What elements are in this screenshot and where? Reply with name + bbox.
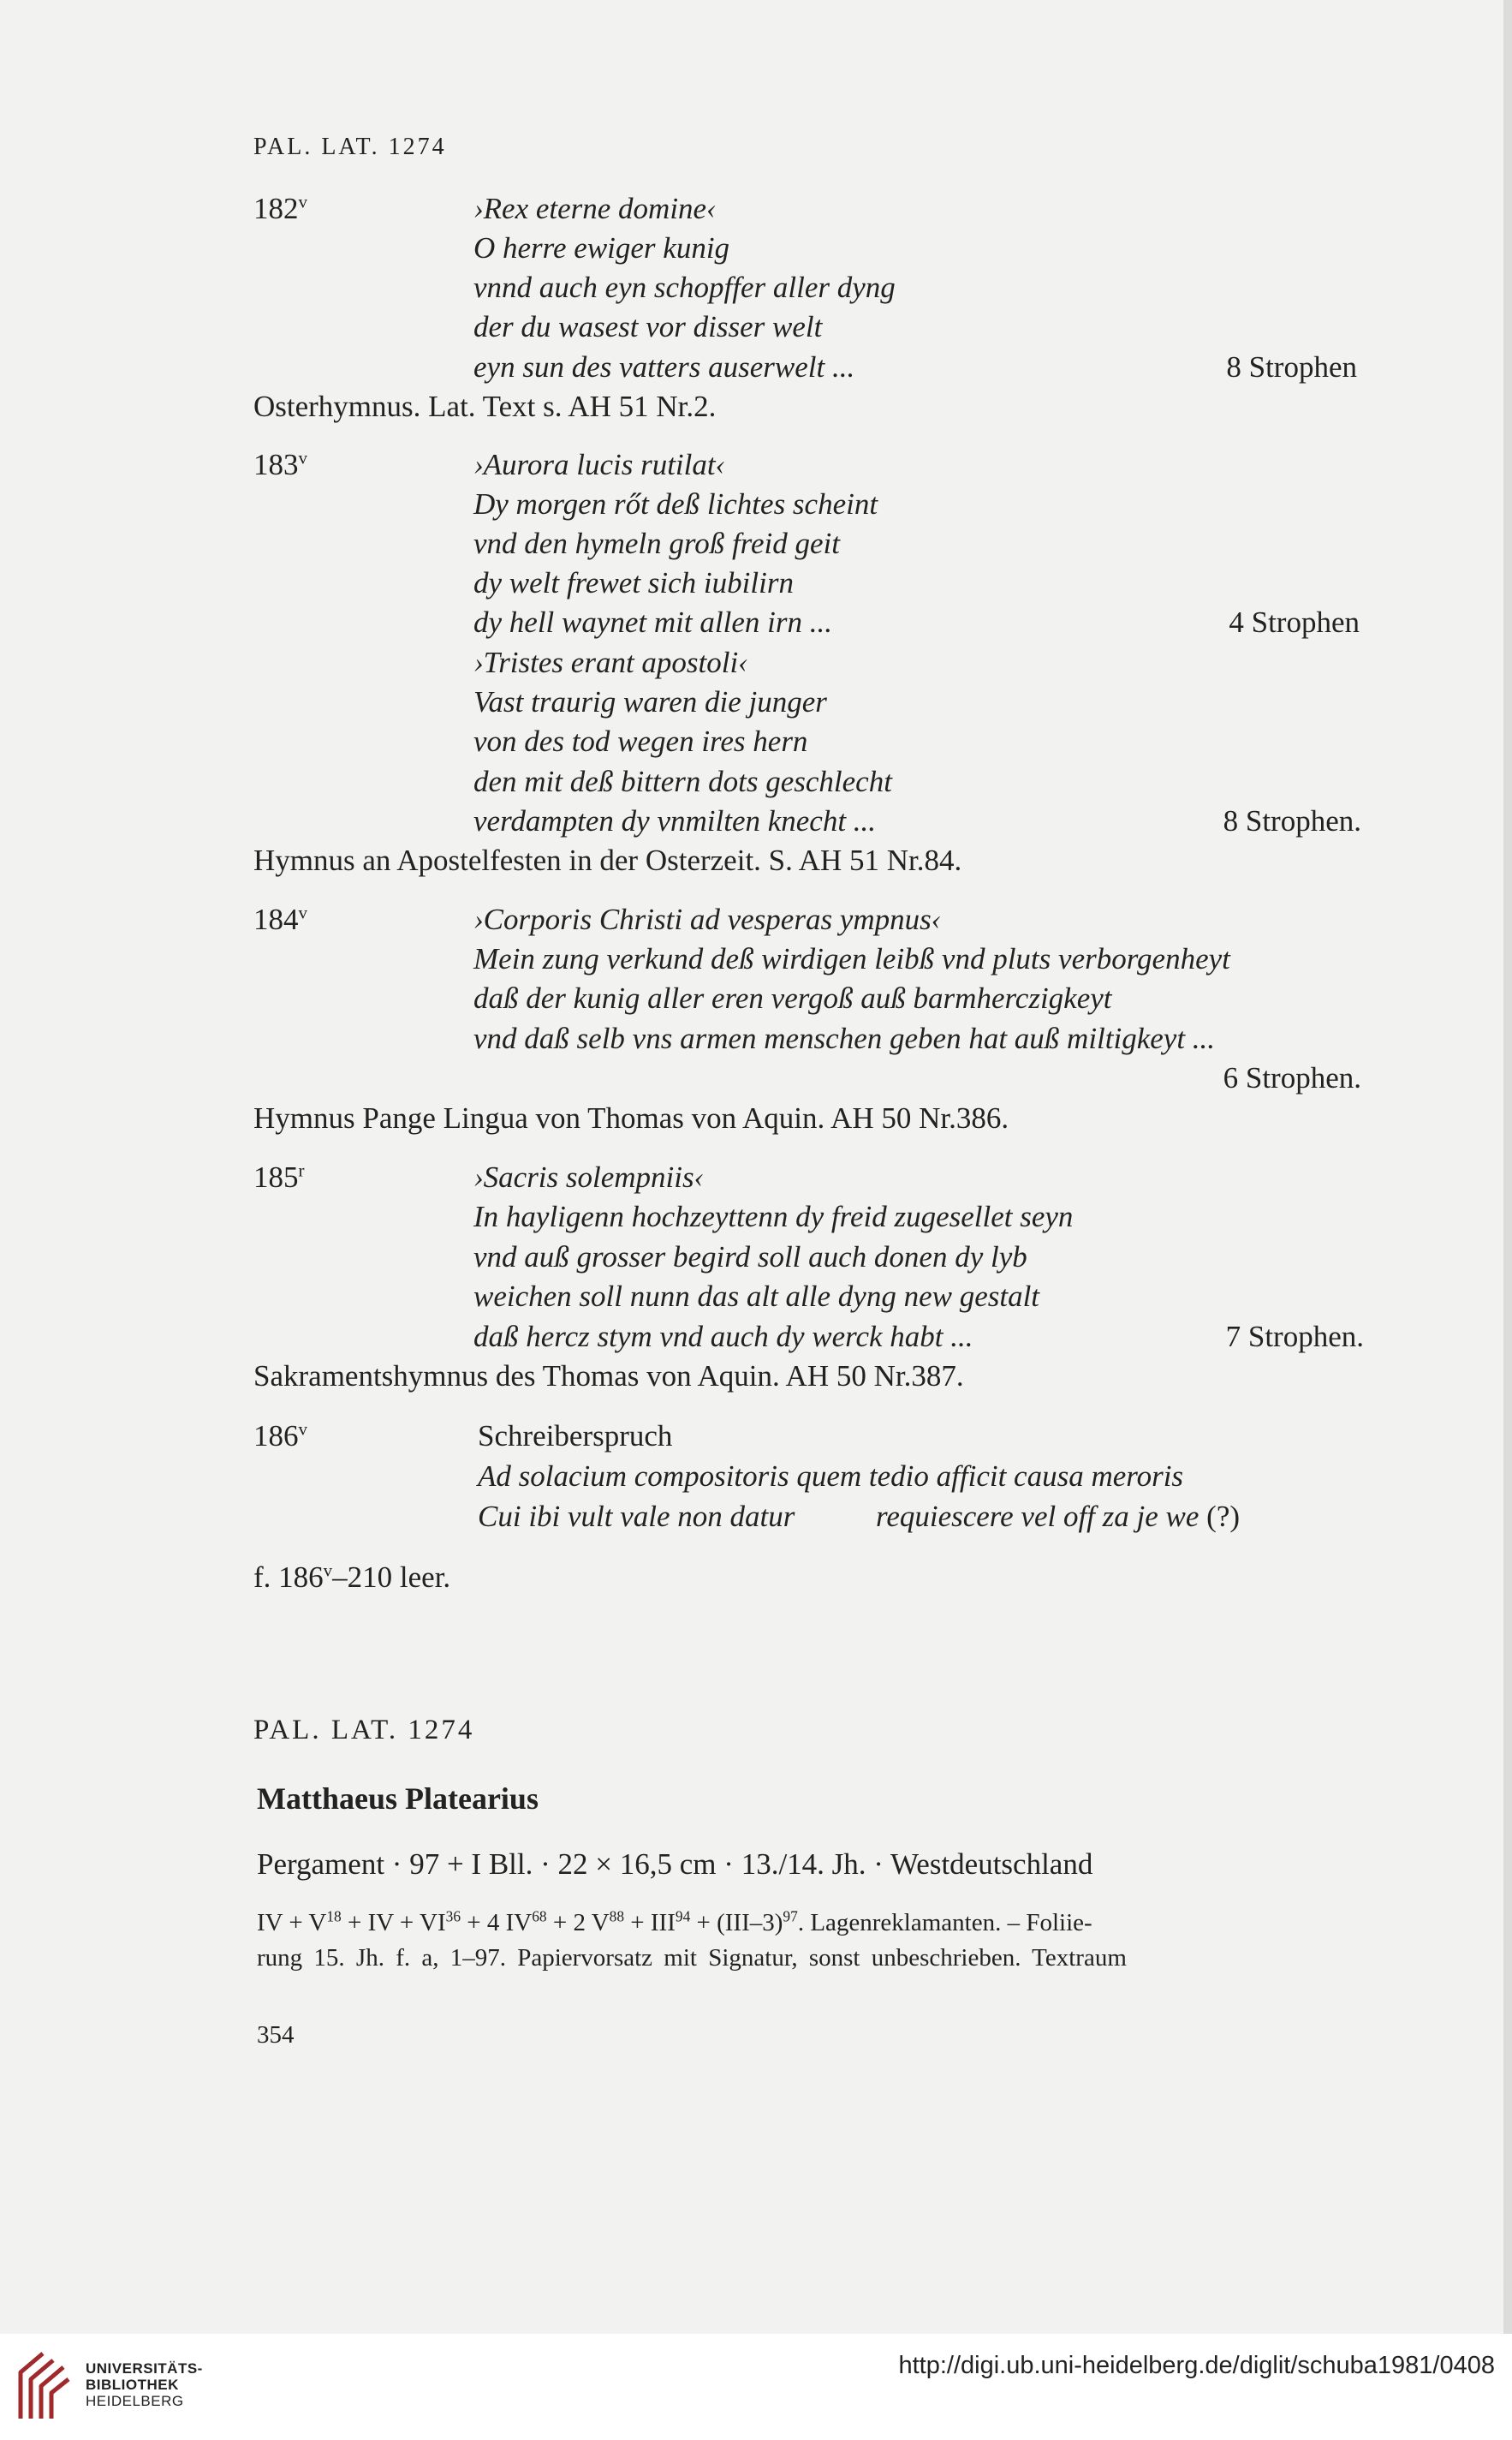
- manuscript-title: Matthaeus Platearius: [257, 1781, 539, 1816]
- verse-line: ›Corporis Christi ad vesperas ympnus‹: [473, 903, 942, 936]
- verse-line: ›Tristes erant apostoli‹: [473, 646, 748, 679]
- collation-line: IV + $V^{18}$ + IV + $VI^{36} + 4$ $IV^{68} + 2$ $V^{88} + III^{94} + (III-3)^{97}$. Lagenreklamanten. – Foliie-: [257, 1907, 1092, 1936]
- running-title: PAL. LAT. 1274: [253, 134, 447, 160]
- shelfmark: PAL. LAT. 1274: [253, 1715, 475, 1745]
- verse-line: Vast traurig waren die junger: [473, 685, 827, 719]
- folio-label: 184$^v$: [253, 902, 307, 936]
- section-heading: Schreiberspruch: [478, 1419, 673, 1453]
- verse-line: dy hell waynet mit allen irn ...: [473, 606, 832, 639]
- verse-line: Ad solacium compositoris quem tedio afficit causa meroris: [478, 1459, 1184, 1493]
- strophen-count: 7 Strophen.: [1225, 1320, 1364, 1353]
- verse-line: Dy morgen rőt deß lichtes scheint: [473, 487, 878, 521]
- university-library-logo-icon: [15, 2347, 74, 2424]
- verse-line: dy welt frewet sich iubilirn: [473, 566, 794, 600]
- folio-label: 182$^v$: [253, 191, 307, 225]
- folio-label: 186$^v$: [253, 1418, 307, 1453]
- verse-line: Cui ibi vult vale non datur: [478, 1500, 795, 1533]
- logo-text-line: BIBLIOTHEK: [86, 2377, 179, 2393]
- strophen-count: 8 Strophen: [1226, 350, 1357, 384]
- verse-line: vnd daß selb vns armen menschen geben hat auß miltigkeyt ...: [473, 1022, 1216, 1055]
- folio-label: 185$^r$: [253, 1160, 305, 1194]
- verse-line: weichen soll nunn das alt alle dyng new gestalt: [473, 1280, 1040, 1313]
- verse-line: ›Rex eterne domine‹: [473, 192, 717, 225]
- verse-line: ›Sacris solempniis‹: [473, 1160, 705, 1194]
- folio-label: 183$^v$: [253, 447, 307, 481]
- strophen-count: 6 Strophen.: [1223, 1061, 1361, 1095]
- logo-text-line: UNIVERSITÄTS-: [86, 2360, 203, 2377]
- empty-leaves-note: f. 186$^v$–210 leer.: [253, 1560, 451, 1594]
- logo-text-line: HEIDELBERG: [86, 2393, 184, 2409]
- verse-line: daß der kunig aller eren vergoß auß barmherczigkeyt: [473, 981, 1112, 1015]
- verse-line: vnnd auch eyn schopffer aller dyng: [473, 271, 896, 304]
- verse-line: In hayligenn hochzeyttenn dy freid zugesellet seyn: [473, 1200, 1074, 1233]
- verse-line: Mein zung verkund deß wirdigen leibß vnd pluts verborgenheyt: [473, 942, 1230, 975]
- entry-note: Osterhymnus. Lat. Text s. AH 51 Nr.2.: [253, 390, 717, 423]
- verse-line: vnd auß grosser begird soll auch donen dy lyb: [473, 1240, 1027, 1274]
- verse-line: daß hercz stym vnd auch dy werck habt ...: [473, 1320, 973, 1353]
- verse-line: eyn sun des vatters auserwelt ...: [473, 350, 855, 384]
- entry-note: Sakramentshymnus des Thomas von Aquin. AH 50 Nr.387.: [253, 1359, 964, 1393]
- verse-line: von des tod wegen ires hern: [473, 725, 808, 758]
- strophen-count: 4 Strophen: [1229, 606, 1360, 639]
- verse-line: vnd den hymeln groß freid geit: [473, 527, 840, 560]
- verse-line: den mit deß bittern dots geschlecht: [473, 765, 892, 798]
- collation-line: rung 15. Jh. f. a, 1–97. Papiervorsatz mit Signatur, sonst unbeschrieben. Textraum: [257, 1944, 1127, 1972]
- strophen-count: 8 Strophen.: [1223, 804, 1361, 838]
- manuscript-description: Pergament · 97 + I Bll. · 22 × 16,5 cm · 13./14. Jh. · Westdeutschland: [257, 1847, 1093, 1881]
- source-url-link[interactable]: http://digi.ub.uni-heidelberg.de/diglit/schuba1981/0408: [898, 2352, 1495, 2379]
- verse-line: O herre ewiger kunig: [473, 231, 730, 265]
- page-number: 354: [257, 2021, 295, 2049]
- verse-line: der du wasest vor disser welt: [473, 310, 823, 343]
- verse-line: verdampten dy vnmilten knecht ...: [473, 804, 877, 838]
- verse-line: ›Aurora lucis rutilat‹: [473, 448, 726, 481]
- entry-note: Hymnus an Apostelfesten in der Osterzeit. S. AH 51 Nr.84.: [253, 844, 962, 877]
- entry-note: Hymnus Pange Lingua von Thomas von Aquin. AH 50 Nr.386.: [253, 1101, 1009, 1135]
- verse-line-tail: requiescere vel off za je we (?): [876, 1500, 1241, 1533]
- viewer-footer: [0, 2334, 1512, 2440]
